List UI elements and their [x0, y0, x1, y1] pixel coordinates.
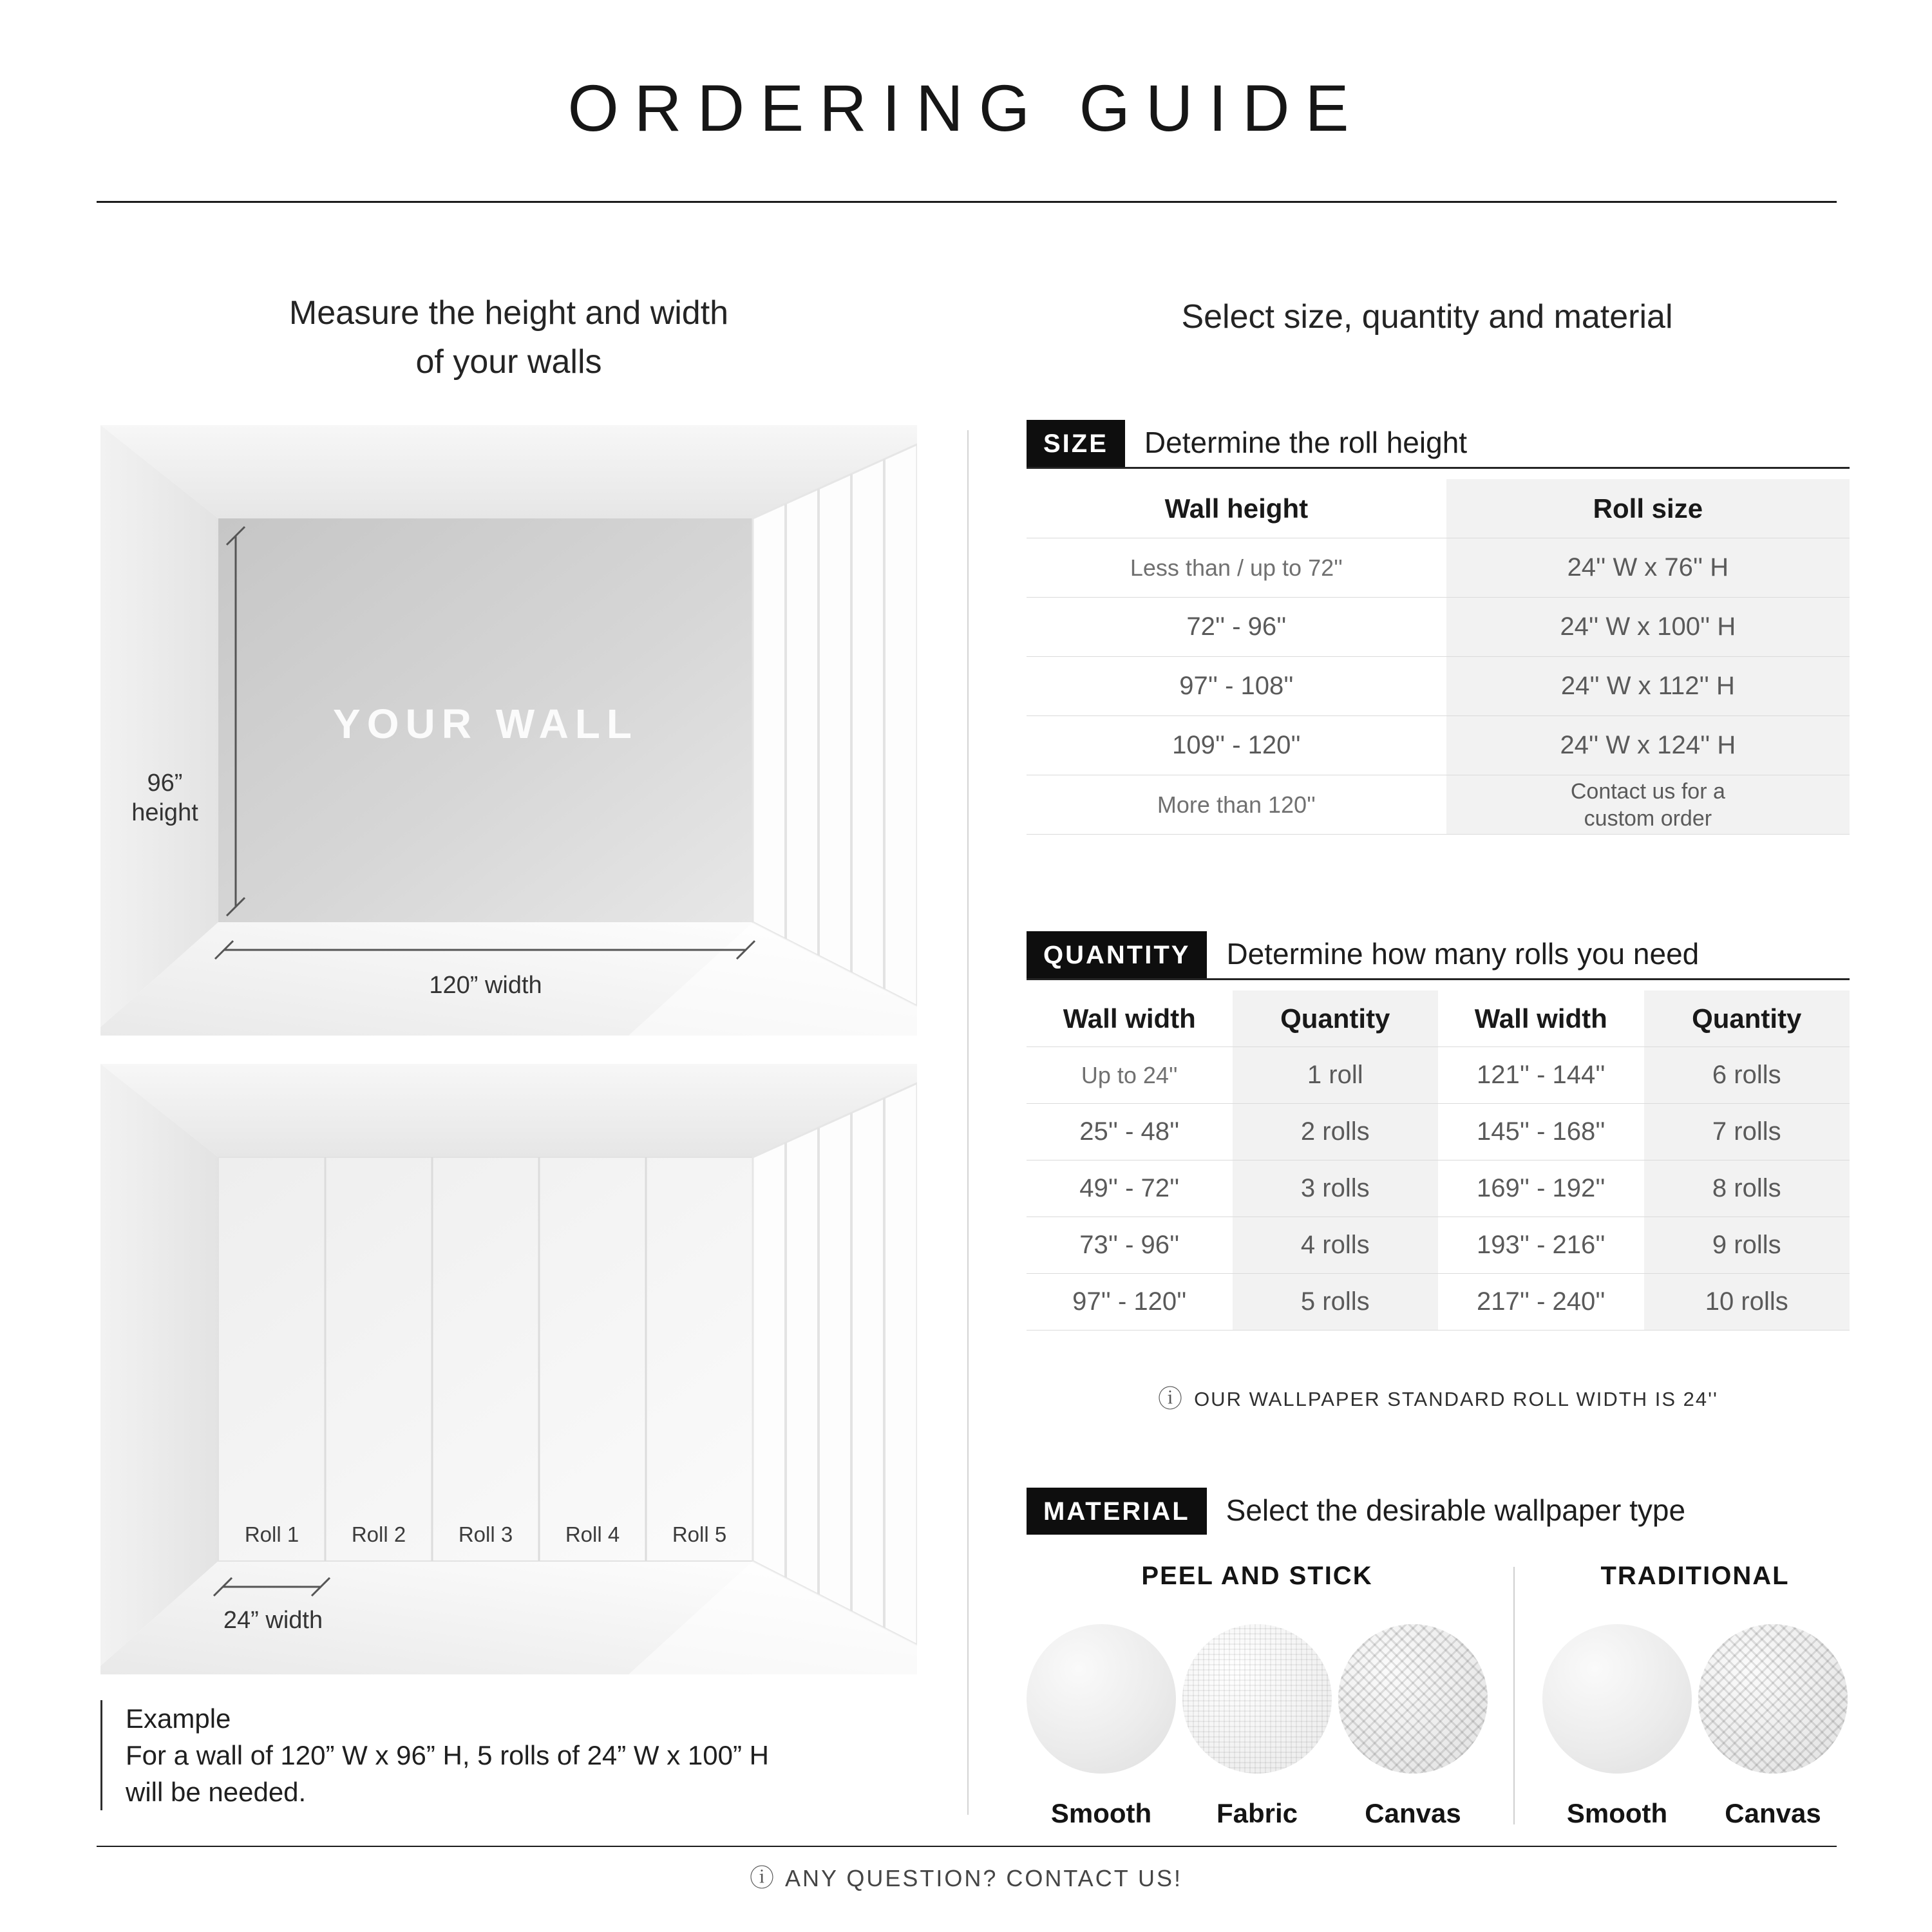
swatch-canvas	[1338, 1624, 1488, 1829]
group-name: PEEL AND STICK	[1141, 1562, 1373, 1590]
qty-header: Quantity	[1644, 990, 1850, 1047]
size-section-header	[1027, 420, 1850, 469]
canvas-texture-swatch	[1698, 1624, 1848, 1774]
qty-header: Wall width	[1438, 990, 1644, 1047]
qty-cell: 121'' - 144''	[1438, 1047, 1644, 1104]
right-column	[1027, 420, 1850, 1829]
size-row-wall: More than 120''	[1027, 775, 1446, 835]
example-line1: For a wall of 120” W x 96” H, 5 rolls of 24” W x 100” H	[126, 1740, 769, 1770]
material-groups	[1027, 1562, 1850, 1829]
size-row-wall: 72'' - 96''	[1027, 598, 1446, 657]
window-wall	[753, 1083, 917, 1645]
roll-width-note-text: OUR WALLPAPER STANDARD ROLL WIDTH IS 24''	[1194, 1388, 1718, 1410]
roll-label-4: Roll 4	[565, 1522, 620, 1546]
page-title: ORDERING GUIDE	[567, 71, 1365, 145]
window-wall	[753, 444, 917, 1006]
room-svg-1	[100, 425, 917, 1036]
left-heading-line2: of your walls	[415, 343, 602, 381]
qty-header: Wall width	[1027, 990, 1233, 1047]
swatch-label: Canvas	[1365, 1798, 1461, 1828]
material-badge: MATERIAL	[1027, 1488, 1207, 1535]
title-divider	[97, 201, 1837, 203]
size-row-roll: 24'' W x 124'' H	[1446, 716, 1850, 775]
qty-cell: 145'' - 168''	[1438, 1104, 1644, 1160]
info-icon: ⓘ	[749, 1865, 776, 1892]
qty-cell: 7 rolls	[1644, 1104, 1850, 1160]
example-block	[100, 1700, 912, 1810]
size-section-title: Determine the roll height	[1144, 426, 1468, 459]
size-header-roll-size: Roll size	[1446, 479, 1850, 538]
material-section-header	[1027, 1488, 1850, 1535]
fabric-texture-swatch	[1182, 1624, 1332, 1774]
qty-cell: 49'' - 72''	[1027, 1160, 1233, 1217]
right-column-heading: Select size, quantity and material	[1181, 298, 1673, 336]
qty-cell: 193'' - 216''	[1438, 1217, 1644, 1274]
material-group-divider	[1513, 1567, 1515, 1824]
footer-contact-text: ANY QUESTION? CONTACT US!	[784, 1865, 1183, 1891]
room-illustration-measure	[100, 425, 917, 1036]
qty-cell: 10 rolls	[1644, 1274, 1850, 1331]
quantity-section-header	[1027, 931, 1850, 980]
column-divider	[967, 430, 969, 1815]
material-group-traditional	[1540, 1562, 1850, 1829]
room-back-wall-rolls	[218, 1157, 753, 1561]
qty-cell: 73'' - 96''	[1027, 1217, 1233, 1274]
qty-header: Quantity	[1233, 990, 1439, 1047]
left-heading-line1: Measure the height and width	[289, 294, 729, 332]
room-left-wall	[100, 1064, 218, 1666]
swatch-label: Fabric	[1216, 1798, 1298, 1828]
roll-label-3: Roll 3	[458, 1522, 513, 1546]
smooth-texture-swatch	[1027, 1624, 1176, 1774]
size-row-roll: 24'' W x 76'' H	[1446, 538, 1850, 598]
qty-cell: 1 roll	[1233, 1047, 1439, 1104]
swatch-row	[1540, 1624, 1850, 1829]
your-wall-label: YOUR WALL	[333, 701, 638, 747]
size-row-roll: 24'' W x 100'' H	[1446, 598, 1850, 657]
custom-order-line1: Contact us for a	[1570, 779, 1725, 804]
group-name: TRADITIONAL	[1600, 1562, 1790, 1590]
qty-cell: 8 rolls	[1644, 1160, 1850, 1217]
swatch-label: Canvas	[1725, 1798, 1821, 1828]
swatch-row	[1027, 1624, 1488, 1829]
size-header-wall-height: Wall height	[1027, 479, 1446, 538]
roll-label-5: Roll 5	[672, 1522, 727, 1546]
size-badge: SIZE	[1027, 420, 1125, 467]
qty-cell: 25'' - 48''	[1027, 1104, 1233, 1160]
swatch-label: Smooth	[1050, 1798, 1152, 1828]
roll-width-note	[1027, 1387, 1850, 1412]
qty-cell: 9 rolls	[1644, 1217, 1850, 1274]
swatch-smooth	[1027, 1624, 1176, 1829]
example-title: Example	[126, 1703, 231, 1734]
size-row-wall: 109'' - 120''	[1027, 716, 1446, 775]
example-line2: will be needed.	[126, 1777, 307, 1807]
roll-label-2: Roll 2	[351, 1522, 406, 1546]
quantity-section-title: Determine how many rolls you need	[1226, 937, 1700, 971]
qty-cell: 6 rolls	[1644, 1047, 1850, 1104]
swatch-canvas	[1698, 1624, 1848, 1829]
size-row-roll: 24'' W x 112'' H	[1446, 657, 1850, 716]
quantity-badge: QUANTITY	[1027, 931, 1207, 978]
swatch-label: Smooth	[1566, 1798, 1668, 1828]
swatch-smooth	[1542, 1624, 1692, 1829]
footer-contact	[0, 1865, 1932, 1892]
room-svg-2	[100, 1064, 917, 1674]
swatch-fabric	[1182, 1624, 1332, 1829]
qty-cell: Up to 24''	[1027, 1047, 1233, 1104]
qty-cell: 217'' - 240''	[1438, 1274, 1644, 1331]
room-illustration-rolls	[100, 1064, 917, 1674]
room-left-wall	[100, 425, 218, 1027]
qty-cell: 4 rolls	[1233, 1217, 1439, 1274]
height-label-word: height	[131, 799, 198, 826]
qty-cell: 3 rolls	[1233, 1160, 1439, 1217]
qty-cell: 97'' - 120''	[1027, 1274, 1233, 1331]
material-group-peel-and-stick	[1027, 1562, 1488, 1829]
smooth-texture-swatch	[1542, 1624, 1692, 1774]
info-icon: ⓘ	[1158, 1386, 1184, 1413]
custom-order-line2: custom order	[1584, 806, 1712, 831]
roll-label-1: Roll 1	[244, 1522, 299, 1546]
footer-divider	[97, 1846, 1837, 1847]
canvas-texture-swatch	[1338, 1624, 1488, 1774]
roll-width-label: 24” width	[223, 1607, 323, 1634]
qty-cell: 5 rolls	[1233, 1274, 1439, 1331]
size-table	[1027, 479, 1850, 835]
qty-cell: 169'' - 192''	[1438, 1160, 1644, 1217]
size-row-wall: Less than / up to 72''	[1027, 538, 1446, 598]
height-label-value: 96”	[147, 770, 183, 797]
material-section-title: Select the desirable wallpaper type	[1226, 1493, 1686, 1527]
quantity-table	[1027, 990, 1850, 1331]
qty-cell: 2 rolls	[1233, 1104, 1439, 1160]
width-label: 120” width	[429, 972, 542, 999]
left-column-heading	[100, 289, 917, 386]
size-row-roll-custom	[1446, 775, 1850, 835]
size-row-wall: 97'' - 108''	[1027, 657, 1446, 716]
